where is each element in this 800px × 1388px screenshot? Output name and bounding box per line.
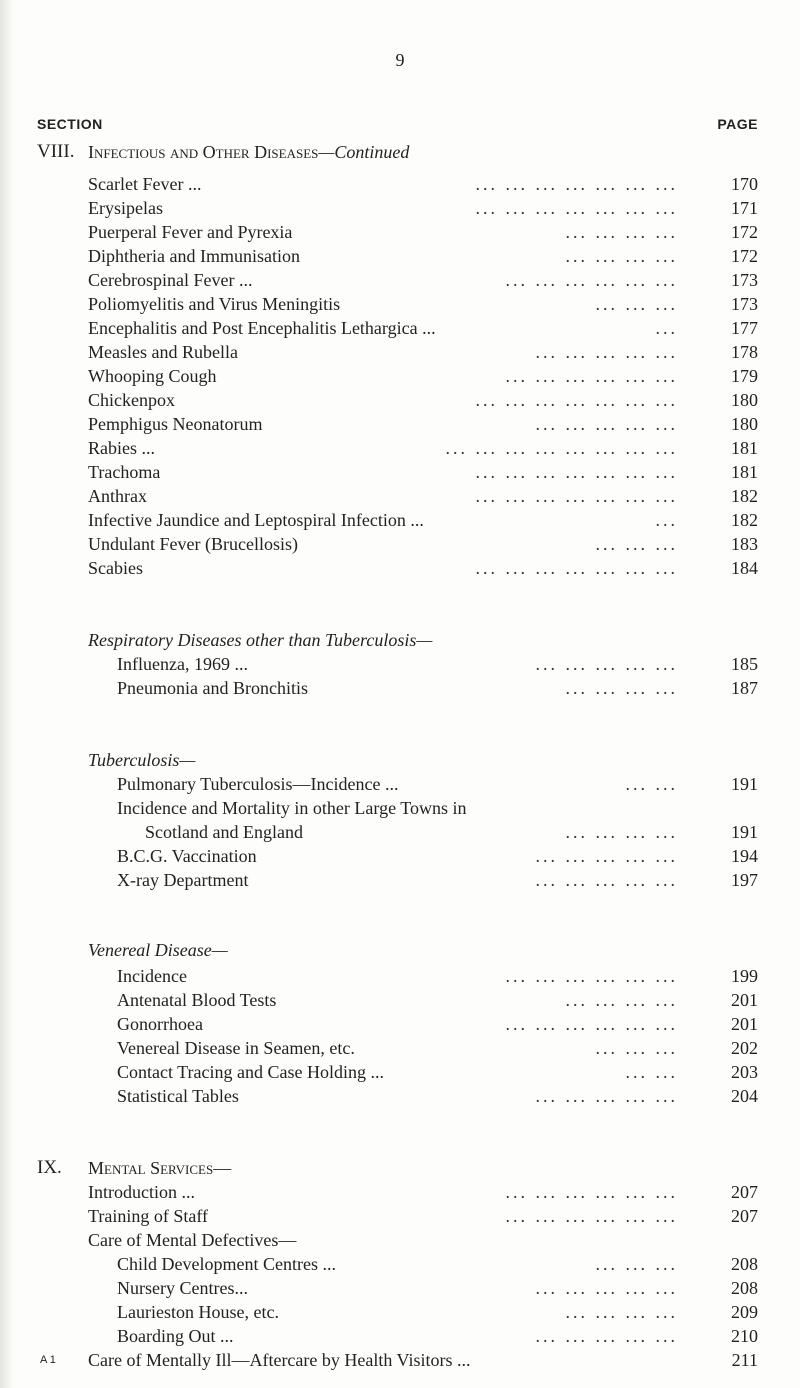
- toc-entry-page: 181: [731, 462, 758, 482]
- subsection-title: Tuberculosis—: [88, 750, 196, 770]
- toc-entry: Pulmonary Tuberculosis—Incidence ... ... ... 191: [117, 774, 758, 794]
- toc-entry-page: 170: [731, 174, 758, 194]
- toc-entry: Trachoma ... ... ... ... ... ... ... 181: [88, 462, 758, 482]
- toc-entry-text: Scabies: [88, 558, 143, 578]
- toc-entry-text: B.C.G. Vaccination: [117, 846, 257, 866]
- toc-entry-text: Boarding Out ...: [117, 1326, 234, 1346]
- toc-entry: Scotland and England ... ... ... ... 191: [145, 822, 758, 842]
- toc-entry-text: Pulmonary Tuberculosis—Incidence ...: [117, 774, 399, 794]
- toc-entry: Encephalitis and Post Encephalitis Lethargica ... ... 177: [88, 318, 758, 338]
- toc-entry: Puerperal Fever and Pyrexia ... ... ... ... 172: [88, 222, 758, 242]
- toc-entry-page: 173: [731, 270, 758, 290]
- toc-entry: Pemphigus Neonatorum ... ... ... ... ... 180: [88, 414, 758, 434]
- toc-entry-text: Incidence and Mortality in other Large Towns in: [117, 798, 467, 818]
- subsection-title: Respiratory Diseases other than Tuberculosis—: [88, 630, 433, 650]
- toc-entry-page: 178: [731, 342, 758, 362]
- subsection-heading: [88, 628, 758, 652]
- toc-entry-text: Trachoma: [88, 462, 161, 482]
- toc-entry-text: Contact Tracing and Case Holding ...: [117, 1062, 384, 1082]
- toc-entry: Statistical Tables ... ... ... ... ... 204: [117, 1086, 758, 1106]
- toc-entry-page: 173: [731, 294, 758, 314]
- toc-entry-text: Gonorrhoea: [117, 1014, 203, 1034]
- toc-entry-page: 208: [731, 1254, 758, 1274]
- toc-entry-text: Scotland and England: [145, 822, 303, 842]
- toc-entry-page: 191: [731, 822, 758, 842]
- subsection-heading: [88, 938, 758, 962]
- toc-entry-page: 177: [731, 318, 758, 338]
- toc-entry: Scabies ... ... ... ... ... ... ... 184: [88, 558, 758, 578]
- toc-entry: Undulant Fever (Brucellosis) ... ... ... 183: [88, 534, 758, 554]
- section-title-suffix: —Continued: [318, 142, 410, 162]
- toc-entry-text: Incidence: [117, 966, 187, 986]
- toc-entry-text: Cerebrospinal Fever ...: [88, 270, 253, 290]
- toc-entry: Child Development Centres ... ... ... ... 208: [117, 1254, 758, 1274]
- section-heading: [88, 1156, 758, 1180]
- toc-entry: Cerebrospinal Fever ... ... ... ... ... ... ... 173: [88, 270, 758, 290]
- toc-entry-text: Erysipelas: [88, 198, 163, 218]
- toc-entry-text: Influenza, 1969 ...: [117, 654, 248, 674]
- section-title: Mental Services—: [88, 1158, 232, 1178]
- toc-entry-page: 182: [731, 486, 758, 506]
- page-edge-shadow: [0, 0, 14, 1388]
- toc-entry: Diphtheria and Immunisation ... ... ... ... 172: [88, 246, 758, 266]
- toc-entry: Laurieston House, etc. ... ... ... ... 209: [117, 1302, 758, 1322]
- toc-entry-page: 181: [731, 438, 758, 458]
- toc-entry-page: 180: [731, 414, 758, 434]
- toc-entry: Infective Jaundice and Leptospiral Infection ... ... 182: [88, 510, 758, 530]
- toc-entry-page: 185: [731, 654, 758, 674]
- toc-entry: Erysipelas ... ... ... ... ... ... ... 171: [88, 198, 758, 218]
- toc-entry: [117, 796, 758, 820]
- toc-entry-page: 204: [731, 1086, 758, 1106]
- toc-entry: Venereal Disease in Seamen, etc. ... ... ... 202: [117, 1038, 758, 1058]
- toc-entry-page: 207: [731, 1206, 758, 1226]
- toc-entry-page: 207: [731, 1182, 758, 1202]
- toc-entry: Whooping Cough ... ... ... ... ... ... 179: [88, 366, 758, 386]
- toc-entry-text: Measles and Rubella: [88, 342, 238, 362]
- toc-entry-page: 201: [731, 990, 758, 1010]
- toc-entry-text: Pneumonia and Bronchitis: [117, 678, 308, 698]
- toc-entry-page: 182: [731, 510, 758, 530]
- toc-entry-text: Infective Jaundice and Leptospiral Infection ...: [88, 510, 424, 530]
- toc-entry-page: 184: [731, 558, 758, 578]
- toc-entry-page: 209: [731, 1302, 758, 1322]
- toc-entry: Scarlet Fever ... ... ... ... ... ... ... ... 170: [88, 174, 758, 194]
- toc-entry-text: Laurieston House, etc.: [117, 1302, 279, 1322]
- toc-entry-page: 203: [731, 1062, 758, 1082]
- toc-entry: Measles and Rubella ... ... ... ... ... 178: [88, 342, 758, 362]
- toc-entry-page: 201: [731, 1014, 758, 1034]
- toc-entry-text: Venereal Disease in Seamen, etc.: [117, 1038, 355, 1058]
- toc-entry-page: 197: [731, 870, 758, 890]
- toc-entry: Nursery Centres... ... ... ... ... ... 208: [117, 1278, 758, 1298]
- section-title: Infectious and Other Diseases: [88, 142, 319, 162]
- toc-entry-text: Statistical Tables: [117, 1086, 239, 1106]
- toc-entry-page: 191: [731, 774, 758, 794]
- signature-mark: A 1: [40, 1354, 56, 1366]
- toc-entry: Antenatal Blood Tests ... ... ... ... 201: [117, 990, 758, 1010]
- toc-entry-text: Encephalitis and Post Encephalitis Lethargica ...: [88, 318, 436, 338]
- toc-entry: X-ray Department ... ... ... ... ... 197: [117, 870, 758, 890]
- toc-entry-page: 180: [731, 390, 758, 410]
- toc-entry: Gonorrhoea ... ... ... ... ... ... 201: [117, 1014, 758, 1034]
- toc-entry: Anthrax ... ... ... ... ... ... ... 182: [88, 486, 758, 506]
- toc-entry: Training of Staff ... ... ... ... ... ... 207: [88, 1206, 758, 1226]
- toc-entry-page: 172: [731, 222, 758, 242]
- page-column-header: PAGE: [717, 116, 758, 132]
- toc-entry-page: 208: [731, 1278, 758, 1298]
- section-number: VIII.: [37, 141, 75, 162]
- toc-entry: B.C.G. Vaccination ... ... ... ... ... 194: [117, 846, 758, 866]
- section-column-header: SECTION: [37, 116, 103, 132]
- toc-entry-text: Antenatal Blood Tests: [117, 990, 277, 1010]
- toc-entry-text: Undulant Fever (Brucellosis): [88, 534, 298, 554]
- toc-entry-text: Scarlet Fever ...: [88, 174, 202, 194]
- toc-entry-text: Chickenpox: [88, 390, 175, 410]
- toc-entry-page: 211: [731, 1350, 758, 1370]
- toc-entry: Chickenpox ... ... ... ... ... ... ... 180: [88, 390, 758, 410]
- toc-entry: [88, 1228, 758, 1252]
- toc-entry-page: 210: [731, 1326, 758, 1346]
- toc-entry-text: Anthrax: [88, 486, 147, 506]
- toc-entry-page: 202: [731, 1038, 758, 1058]
- toc-entry: Boarding Out ... ... ... ... ... ... 210: [117, 1326, 758, 1346]
- toc-entry: Introduction ... ... ... ... ... ... ... 207: [88, 1182, 758, 1202]
- toc-entry-page: 199: [731, 966, 758, 986]
- toc-entry-text: Introduction ...: [88, 1182, 195, 1202]
- toc-entry-text: Whooping Cough: [88, 366, 217, 386]
- toc-entry: Influenza, 1969 ... ... ... ... ... ... 185: [117, 654, 758, 674]
- toc-entry-page: 194: [731, 846, 758, 866]
- toc-entry-text: Poliomyelitis and Virus Meningitis: [88, 294, 341, 314]
- toc-entry-text: Care of Mental Defectives—: [88, 1230, 297, 1250]
- toc-entry-text: Nursery Centres...: [117, 1278, 248, 1298]
- toc-entry-text: Diphtheria and Immunisation: [88, 246, 300, 266]
- section-heading: [88, 140, 758, 164]
- toc-entry-text: Pemphigus Neonatorum: [88, 414, 263, 434]
- toc-entry-page: 179: [731, 366, 758, 386]
- toc-entry-text: Child Development Centres ...: [117, 1254, 336, 1274]
- toc-entry: Incidence ... ... ... ... ... ... 199: [117, 966, 758, 986]
- toc-entry-text: Rabies ...: [88, 438, 155, 458]
- toc-entry: Pneumonia and Bronchitis ... ... ... ... 187: [117, 678, 758, 698]
- toc-entry: Rabies ... ... ... ... ... ... ... ... ... 181: [88, 438, 758, 458]
- toc-entry-text: Training of Staff: [88, 1206, 209, 1226]
- toc-entry: Contact Tracing and Case Holding ... ... ... 203: [117, 1062, 758, 1082]
- toc-entry-text: X-ray Department: [117, 870, 249, 890]
- toc-entry-page: 171: [731, 198, 758, 218]
- toc-entry-page: 183: [731, 534, 758, 554]
- toc-entry-text: Care of Mentally Ill—Aftercare by Health Visitors ...: [88, 1350, 471, 1370]
- toc-entry-text: Puerperal Fever and Pyrexia: [88, 222, 293, 242]
- page-number: 9: [395, 50, 405, 70]
- section-number: IX.: [37, 1157, 62, 1178]
- subsection-heading: [88, 748, 758, 772]
- subsection-title: Venereal Disease—: [88, 940, 228, 960]
- toc-entry-page: 172: [731, 246, 758, 266]
- toc-entry: [88, 1348, 758, 1372]
- toc-entry-page: 187: [731, 678, 758, 698]
- toc-entry: Poliomyelitis and Virus Meningitis ... ... ... 173: [88, 294, 758, 314]
